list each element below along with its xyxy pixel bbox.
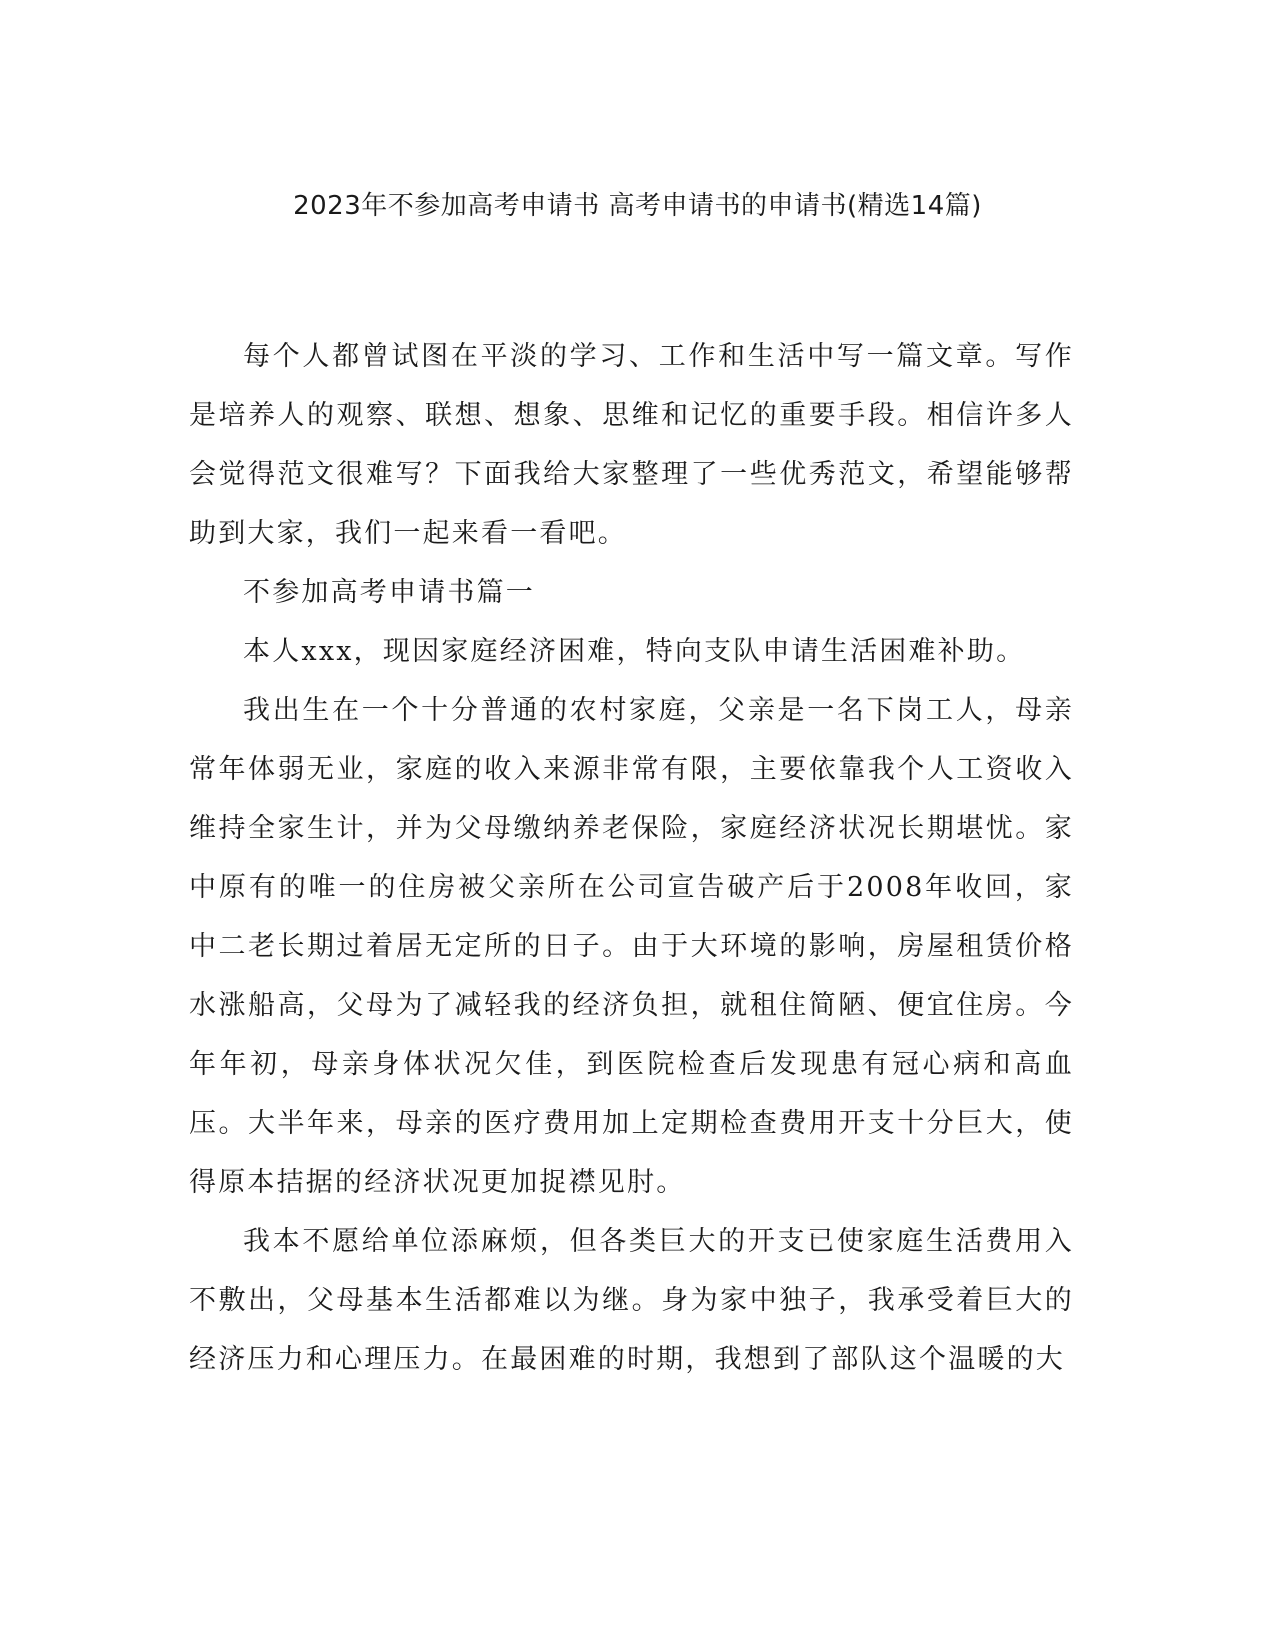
paragraph-intro: 每个人都曾试图在平淡的学习、工作和生活中写一篇文章。写作是培养人的观察、联想、想象、思维和记忆的重要手段。相信许多人会觉得范文很难写？下面我给大家整理了一些优秀范文，希望能够帮助到大家，我们一起来看一看吧。 [189,341,1074,549]
paragraph-statement: 本人xxx，现因家庭经济困难，特向支队申请生活困难补助。 [243,636,1026,667]
document-body [189,327,1074,1389]
section-heading: 不参加高考申请书篇一 [243,577,535,608]
paragraph-background: 我出生在一个十分普通的农村家庭，父亲是一名下岗工人，母亲常年体弱无业，家庭的收入来源非常有限，主要依靠我个人工资收入维持全家生计，并为父母缴纳养老保险，家庭经济状况长期堪忧。家中原有的唯一的住房被父亲所在公司宣告破产后于2008年收回，家中二老长期过着居无定所的日子。由于大环境的影响，房屋租赁价格水涨船高，父母为了减轻我的经济负担，就租住简陋、便宜住房。今年年初，母亲身体状况欠佳，到医院检查后发现患有冠心病和高血压。大半年来，母亲的医疗费用加上定期检查费用开支十分巨大，使得原本拮据的经济状况更加捉襟见肘。 [189,695,1074,1198]
document-title: 2023年不参加高考申请书 高考申请书的申请书(精选14篇) [293,191,982,221]
paragraph-request: 我本不愿给单位添麻烦，但各类巨大的开支已使家庭生活费用入不敷出，父母基本生活都难以为继。身为家中独子，我承受着巨大的经济压力和心理压力。在最困难的时期，我想到了部队这个温暖的大 [189,1226,1074,1375]
